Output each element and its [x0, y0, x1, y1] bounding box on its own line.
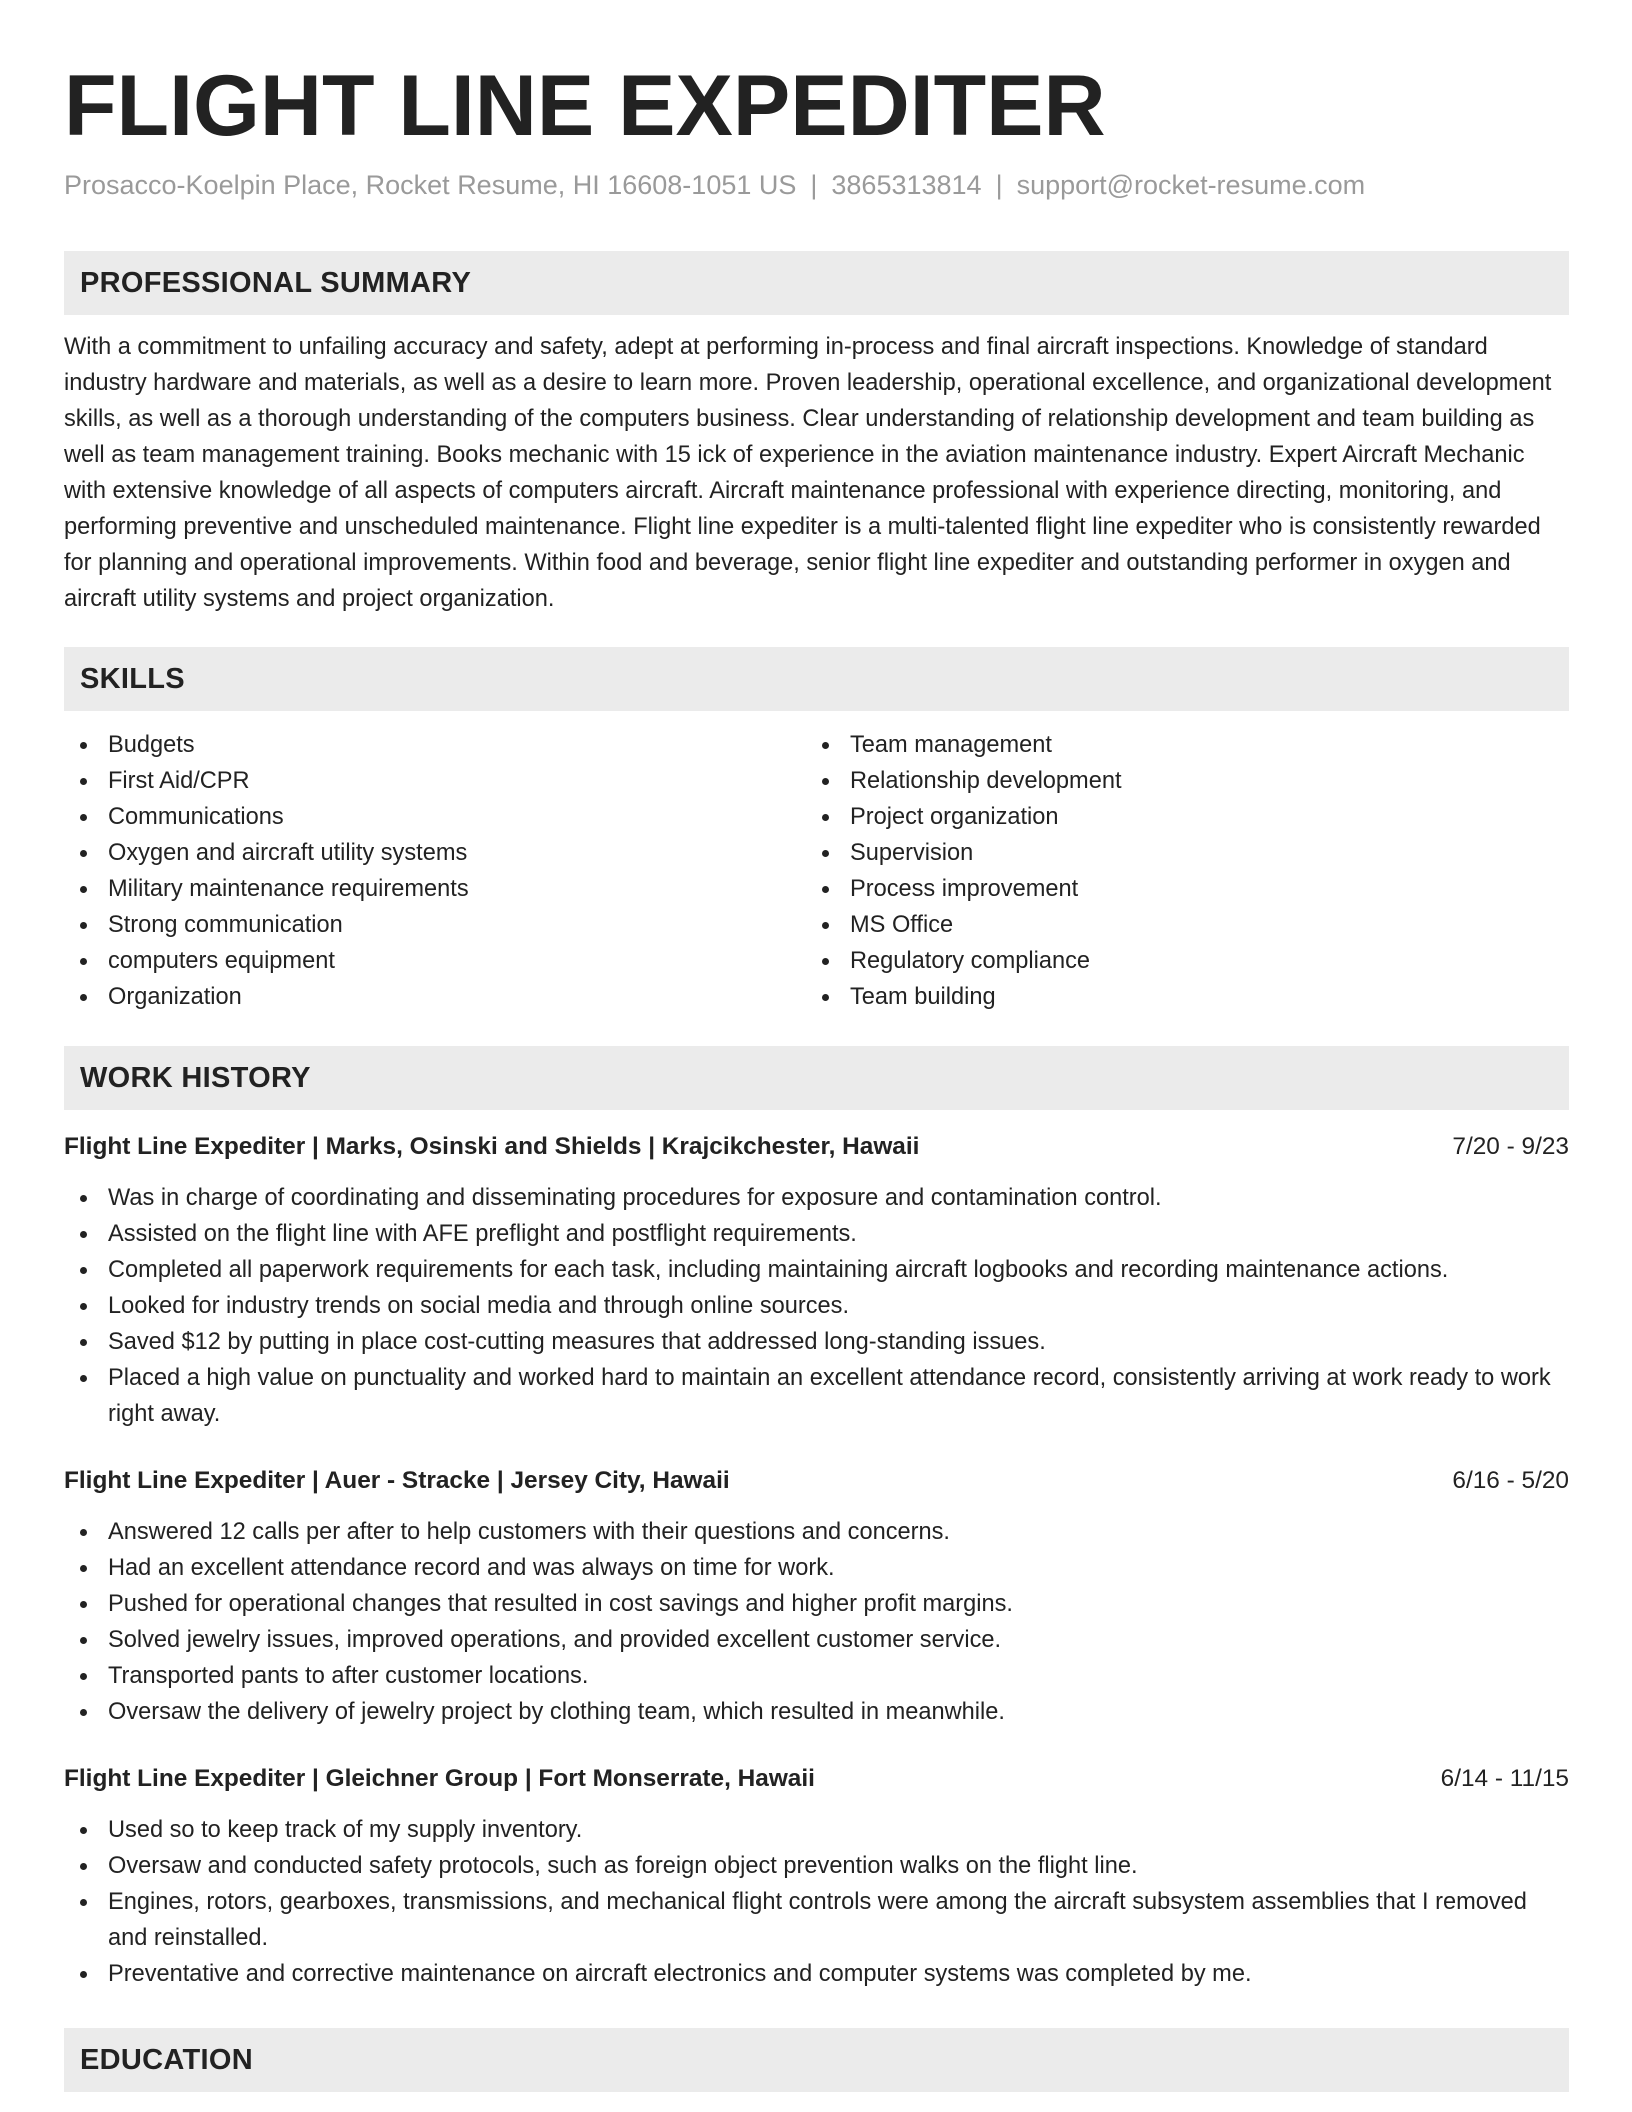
- summary-text: With a commitment to unfailing accuracy and safety, adept at performing in-process and final aircraft inspections. Knowledge of standard industry hardware and materials, as well as a desire to learn more. Proven leadership, operational excellence, and organizational development skills, as well as a thorough understanding of the computers business. Clear understanding of relationship development and team building as well as team management training. Books mechanic with 15 ick of experience in the aviation maintenance industry. Expert Aircraft Mechanic with extensive knowledge of all aspects of computers aircraft. Aircraft maintenance professional with experience directing, monitoring, and performing preventive and unscheduled maintenance. Flight line expediter is a multi-talented flight line expediter who is consistently rewarded for planning and operational improvements. Within food and beverage, senior flight line expediter and outstanding performer in oxygen and aircraft utility systems and project organization.: [64, 334, 1552, 612]
- job-bullet: Oversaw the delivery of jewelry project by clothing team, which resulted in meanwhile.: [64, 1694, 1569, 1730]
- section-header-summary: PROFESSIONAL SUMMARY: [64, 251, 1569, 315]
- job-title: Flight Line Expediter | Gleichner Group | Fort Monserrate, Hawaii: [64, 1765, 815, 1792]
- skill-item: Military maintenance requirements: [64, 871, 806, 907]
- section-header-skills: SKILLS: [64, 647, 1569, 711]
- contact-email: support@rocket-resume.com: [1016, 170, 1366, 200]
- skill-item: Process improvement: [806, 871, 1566, 907]
- skill-item: Regulatory compliance: [806, 943, 1566, 979]
- job-header: [64, 1464, 1569, 1498]
- contact-line: [64, 166, 1569, 204]
- job-bullet: Completed all paperwork requirements for each task, including maintaining aircraft logbooks and recording maintenance actions.: [64, 1252, 1569, 1288]
- skill-item: Supervision: [806, 835, 1566, 871]
- job-entry: [64, 1762, 1569, 1992]
- job-bullet: Was in charge of coordinating and disseminating procedures for exposure and contamination control.: [64, 1180, 1569, 1216]
- job-bullet: Engines, rotors, gearboxes, transmissions, and mechanical flight controls were among the aircraft subsystem assemblies that I removed and reinstalled.: [64, 1884, 1569, 1956]
- job-title: Flight Line Expediter | Marks, Osinski and Shields | Krajcikchester, Hawaii: [64, 1133, 920, 1160]
- job-header: [64, 1130, 1569, 1164]
- skill-item: Budgets: [64, 727, 806, 763]
- job-bullet: Transported pants to after customer locations.: [64, 1658, 1569, 1694]
- skills-list: [64, 727, 1569, 1015]
- skill-item: Team building: [806, 979, 1566, 1015]
- skill-item: Team management: [806, 727, 1566, 763]
- job-dates: 6/16 - 5/20: [1452, 1467, 1569, 1494]
- contact-address: Prosacco-Koelpin Place, Rocket Resume, HI 16608-1051 US: [64, 170, 797, 200]
- skill-item: Oxygen and aircraft utility systems: [64, 835, 806, 871]
- job-entry: [64, 1130, 1569, 1432]
- job-bullet: Placed a high value on punctuality and worked hard to maintain an excellent attendance record, consistently arriving at work ready to work right away.: [64, 1360, 1569, 1432]
- job-dates: 6/14 - 11/15: [1440, 1765, 1569, 1792]
- skill-item: Organization: [64, 979, 806, 1015]
- job-bullet: Solved jewelry issues, improved operations, and provided excellent customer service.: [64, 1622, 1569, 1658]
- job-bullet: Used so to keep track of my supply inventory.: [64, 1812, 1569, 1848]
- job-bullet: Saved $12 by putting in place cost-cutting measures that addressed long-standing issues.: [64, 1324, 1569, 1360]
- job-bullet: Had an excellent attendance record and was always on time for work.: [64, 1550, 1569, 1586]
- section-header-education: EDUCATION: [64, 2028, 1569, 2092]
- candidate-name: FLIGHT LINE EXPEDITER: [64, 58, 1106, 154]
- skill-item: First Aid/CPR: [64, 763, 806, 799]
- skill-item: Communications: [64, 799, 806, 835]
- skills-column-right: [806, 727, 1566, 1015]
- skill-item: MS Office: [806, 907, 1566, 943]
- skill-item: computers equipment: [64, 943, 806, 979]
- job-bullet: Answered 12 calls per after to help customers with their questions and concerns.: [64, 1514, 1569, 1550]
- contact-phone: 3865313814: [831, 170, 982, 200]
- skill-item: Strong communication: [64, 907, 806, 943]
- contact-separator: |: [995, 170, 1003, 200]
- job-bullets: [64, 1812, 1569, 1992]
- job-header: [64, 1762, 1569, 1796]
- skill-item: Relationship development: [806, 763, 1566, 799]
- job-bullet: Oversaw and conducted safety protocols, such as foreign object prevention walks on the flight line.: [64, 1848, 1569, 1884]
- section-header-work-history: WORK HISTORY: [64, 1046, 1569, 1110]
- job-entry: [64, 1464, 1569, 1730]
- job-bullet: Assisted on the flight line with AFE preflight and postflight requirements.: [64, 1216, 1569, 1252]
- job-title: Flight Line Expediter | Auer - Stracke | Jersey City, Hawaii: [64, 1467, 730, 1494]
- job-bullet: Looked for industry trends on social media and through online sources.: [64, 1288, 1569, 1324]
- job-bullet: Pushed for operational changes that resulted in cost savings and higher profit margins.: [64, 1586, 1569, 1622]
- contact-separator: |: [810, 170, 818, 200]
- job-bullet: Preventative and corrective maintenance on aircraft electronics and computer systems was completed by me.: [64, 1956, 1569, 1992]
- job-bullets: [64, 1180, 1569, 1432]
- skills-column-left: [64, 727, 806, 1015]
- job-bullets: [64, 1514, 1569, 1730]
- skill-item: Project organization: [806, 799, 1566, 835]
- job-dates: 7/20 - 9/23: [1452, 1133, 1569, 1160]
